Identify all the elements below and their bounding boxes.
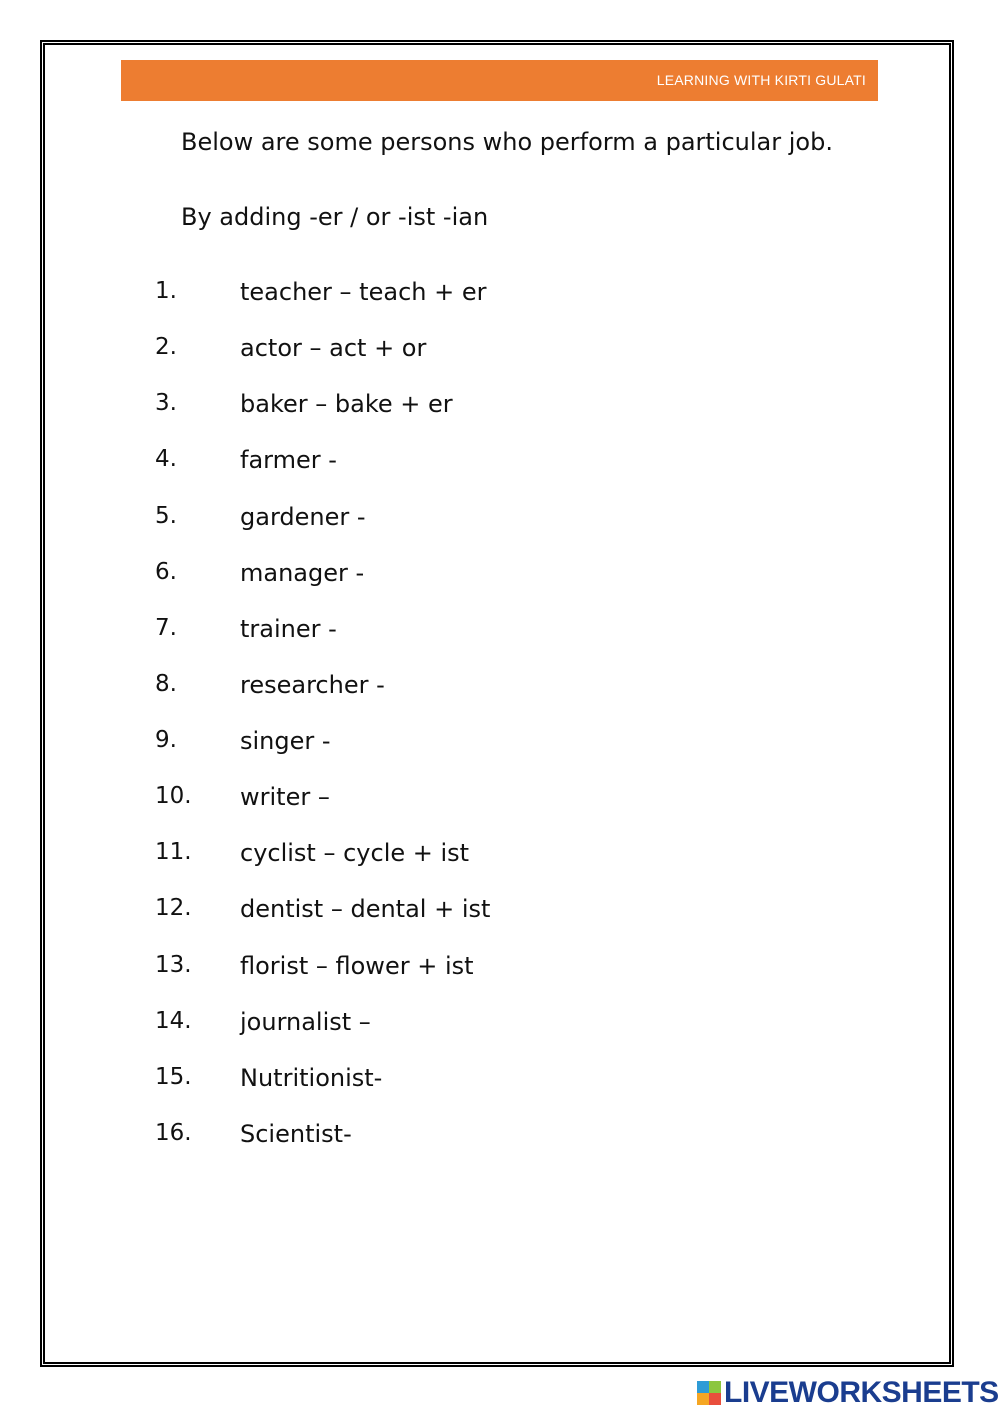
item-text: cyclist – cycle + ist (240, 839, 470, 868)
item-number: 15. (155, 1063, 192, 1090)
item-text: writer – (240, 783, 330, 812)
item-number: 14. (155, 1007, 192, 1034)
item-text: trainer - (240, 614, 337, 643)
item-text: Nutritionist- (240, 1063, 383, 1092)
item-text: teacher – teach + er (240, 278, 487, 306)
item-text: florist – flower + ist (240, 951, 474, 980)
item-text: Scientist- (240, 1119, 352, 1148)
item-text: gardener - (240, 502, 366, 531)
header-title: LEARNING WITH KIRTI GULATI (656, 72, 866, 88)
liveworksheets-logo[interactable] (697, 1377, 999, 1409)
item-text: farmer - (240, 446, 337, 475)
item-number: 4. (155, 446, 177, 473)
item-number: 2. (155, 334, 177, 361)
item-number: 10. (155, 783, 192, 810)
item-number: 16. (155, 1119, 192, 1146)
logo-text: LIVEWORKSHEETS (724, 1376, 999, 1409)
item-text: manager - (240, 558, 365, 587)
intro-line-1: Below are some persons who perform a particular job. (181, 128, 833, 156)
item-text: researcher - (240, 670, 385, 699)
item-number: 5. (155, 502, 177, 529)
page-border (40, 40, 954, 1367)
item-number: 3. (155, 390, 177, 417)
item-number: 6. (155, 558, 177, 585)
item-number: 1. (155, 278, 177, 304)
liveworksheets-logo-icon (697, 1381, 721, 1405)
item-number: 7. (155, 614, 177, 641)
item-number: 11. (155, 839, 192, 866)
item-number: 12. (155, 895, 192, 922)
item-text: singer - (240, 727, 331, 755)
item-text: journalist – (240, 1007, 371, 1036)
header-bar (121, 60, 878, 101)
item-text: dentist – dental + ist (240, 895, 491, 924)
item-number: 9. (155, 727, 177, 753)
item-number: 13. (155, 951, 192, 978)
item-text: baker – bake + er (240, 390, 453, 419)
item-number: 8. (155, 670, 177, 697)
intro-line-2: By adding -er / or -ist -ian (181, 203, 489, 231)
item-text: actor – act + or (240, 334, 427, 363)
